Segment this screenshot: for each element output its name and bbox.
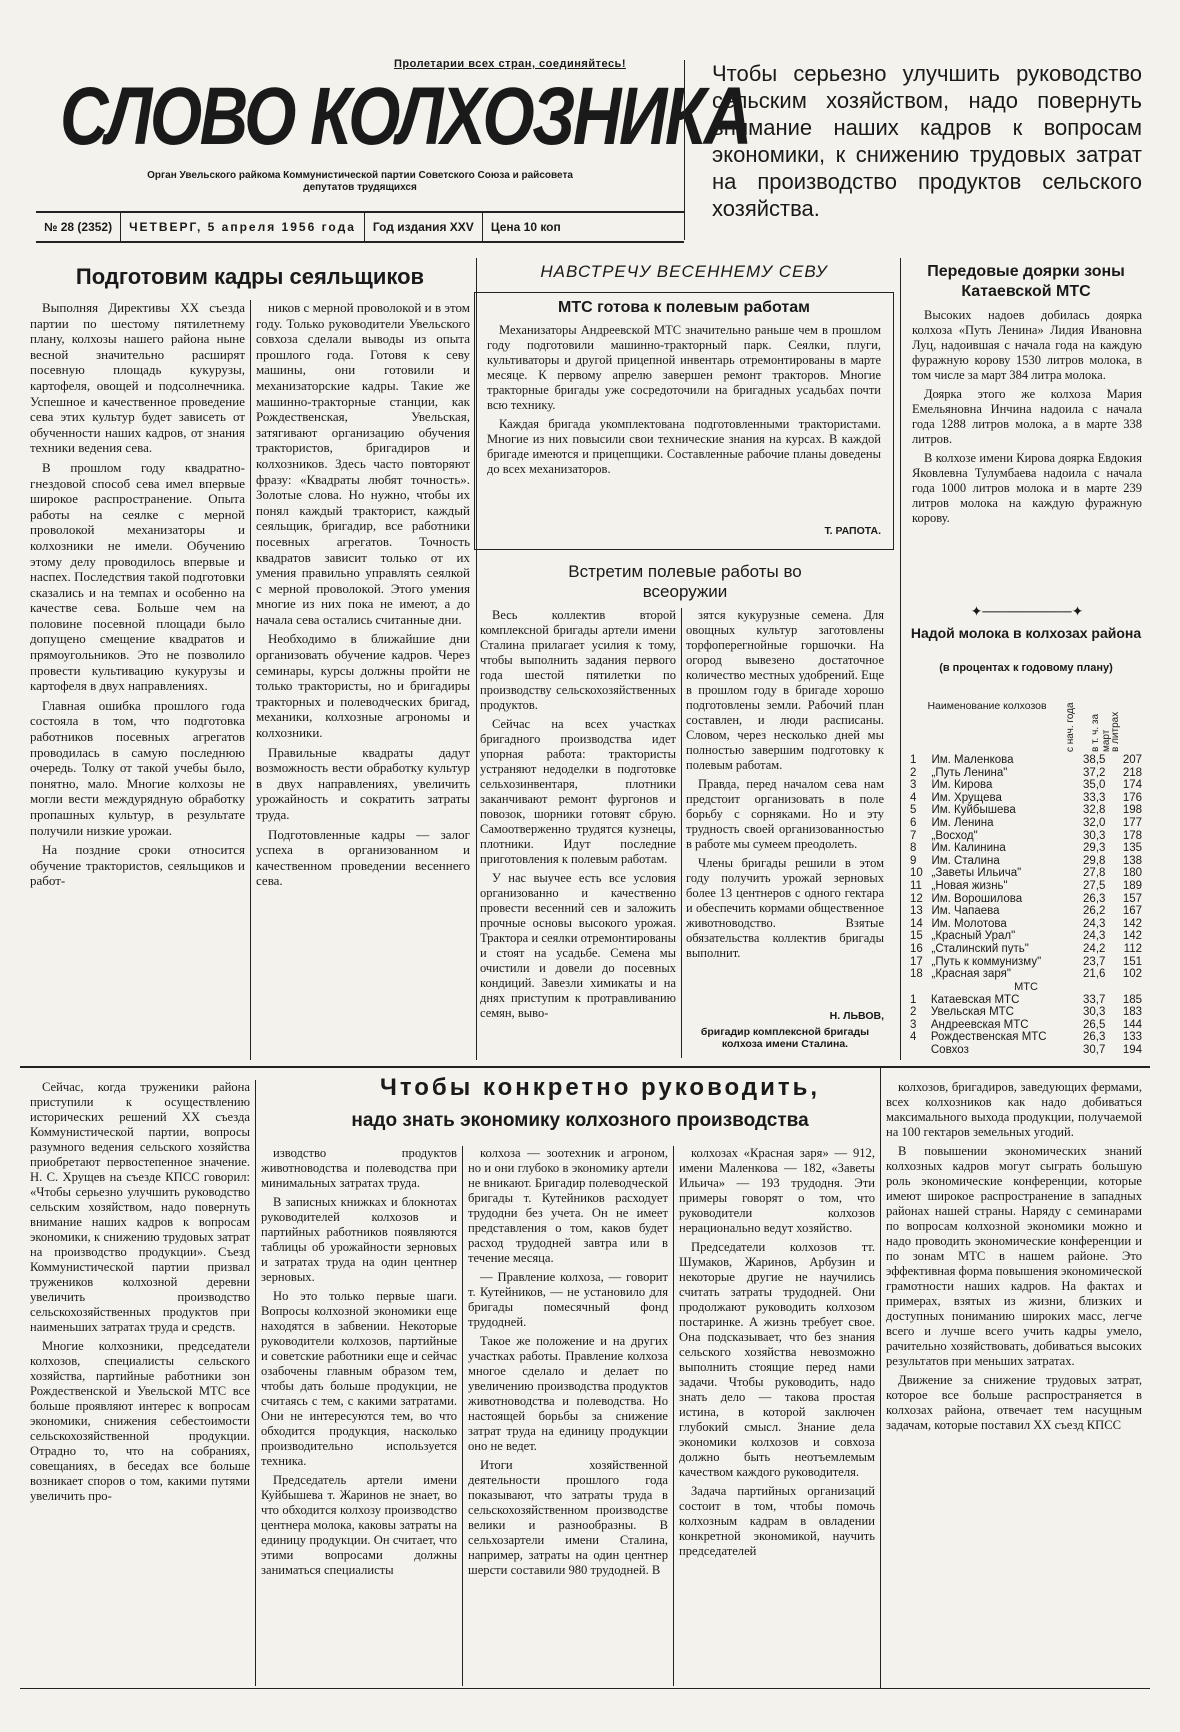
farm-name: Им. Кирова <box>931 779 993 792</box>
litres-value: 177 <box>1122 816 1142 829</box>
paragraph: У нас выучее есть все условия организованно и качественно провести весенний сев и заложить прочные основы высокого урожая. Трактора и сеялки отремонтированы и стоят на усадьбе. Семена мы очистили и довели до посевных кондиций. Завезли химикаты и на днях приступим к протравливанию семян, выво- <box>480 871 676 1020</box>
row-number: 6 <box>910 816 917 829</box>
masthead-subtitle: Орган Увельского райкома Коммунистической партии Советского Союза и райсовета депутатов трудящихся <box>147 170 573 193</box>
percent-value: 30,3 <box>1083 1006 1106 1019</box>
row-number: 2 <box>910 766 917 779</box>
masthead-motto: Пролетарии всех стран, соединяйтесь! <box>394 58 626 70</box>
litres-value: 142 <box>1122 917 1142 930</box>
percent-value: 27,8 <box>1083 867 1106 880</box>
milk-table <box>908 754 1144 1057</box>
section-rule <box>900 258 901 1060</box>
row-number: 4 <box>910 1031 917 1044</box>
percent-value: 35,0 <box>1083 779 1106 792</box>
litres-value: 183 <box>1122 1006 1142 1019</box>
table-row <box>908 767 1144 780</box>
farm-name: Им. Сталина <box>931 854 1000 867</box>
percent-value: 23,7 <box>1083 955 1106 968</box>
paragraph: Председатель артели имени Куйбышева т. Жаринов не знает, во что обходится колхозу производство центнера молока, каковы затраты на единицу продукции. Он считает, что этими вопросами должны заниматься специалисты <box>261 1473 457 1577</box>
column-rule <box>255 1080 256 1686</box>
table-row <box>908 1044 1144 1057</box>
box-headline: МТС готова к полевым работам <box>558 299 810 316</box>
litres-value: 176 <box>1122 791 1142 804</box>
column-rule <box>250 300 251 1060</box>
litres-value: 167 <box>1122 905 1142 918</box>
litres-value: 151 <box>1122 955 1142 968</box>
farm-name: Им. Ворошилова <box>931 892 1023 905</box>
table-group-label: МТС <box>1014 980 1038 993</box>
farm-name: „Новая жизнь" <box>931 879 1008 892</box>
paragraph: Итоги хозяйственной деятельности прошлого года показывают, что затраты труда в сельскохозяйственном производстве велики и разнообразны. В сельхозартели имени Сталина, например, затраты на один центнер шерсти составили 980 трудодней. В <box>468 1458 668 1577</box>
table-subtitle: (в процентах к годовому плану) <box>939 662 1113 674</box>
percent-value: 26,3 <box>1083 1031 1106 1044</box>
paragraph: В повышении экономических знаний колхозных кадров могут сыграть большую роль экономические конференции, которые имеют широкое распространение в западных районах нашей страны. Наряду с семинарами по вопросам колхозной экономики можно и надо проводить экономические конференции и по зонам МТС в нашем районе. Это эффективная форма повышения экономической грамотности наших кадров. На фактах и примерах, взятых из жизни, близких и доступных пониманию широких масс, легче всего и лучше всего учить кадры умело, рачительно хозяйствовать, добиваться высоких результатов при меньших затратах. <box>886 1144 1142 1368</box>
percent-value: 26,5 <box>1083 1018 1106 1031</box>
issue-number: № 28 (2352) <box>36 213 121 241</box>
table-row <box>908 855 1144 868</box>
paragraph: колхоза — зоотехник и агроном, но и они глубоко в экономику артели не вникают. Бригадир полеводческой бригады т. Кутейников расходует трудодни без учета. Он не имеет представления о том, каков будет расход трудодней завтра или в течение месяца. <box>468 1146 668 1265</box>
row-number: 5 <box>910 804 917 817</box>
table-row <box>908 867 1144 880</box>
newspaper-title: СЛОВО КОЛХОЗНИКА <box>60 71 750 162</box>
paragraph: Высоких надоев добилась доярка колхоза «Путь Ленина» Лидия Ивановна Луц, надоившая с начала года на каждую фуражную корову 1530 литров молока, в том числе за март 384 литра молока. <box>912 308 1142 382</box>
paragraph: Многие колхозники, председатели колхозов, специалисты сельского хозяйства, партийные работники зон Рождественской и Увельской МТС все больше проявляют интерес к вопросам экономики, снижения себестоимости сельскохозяйственной продукции. Отрадно то, что на собраниях, совещаниях, в беседах все больше возникает споров о том, какими путями увеличить про- <box>30 1339 250 1503</box>
row-number: 2 <box>910 1006 917 1019</box>
paragraph: Каждая бригада укомплектована подготовленными трактористами. Многие из них повысили свои технические знания на курсах. В каждой бригаде имеются и прицепщики. Составленные рабочие планы доведены до всех механизаторов. <box>487 417 881 476</box>
paragraph: колхозов, бригадиров, заведующих фермами, всех колхозников как надо добиваться максимального выхода продукции, получаемой на 100 гектаров земельных угодий. <box>886 1080 1142 1139</box>
percent-value: 33,7 <box>1083 993 1106 1006</box>
litres-value: 198 <box>1122 804 1142 817</box>
paragraph: Весь коллектив второй комплексной бригады артели имени Сталина прилагает усилия к тому, чтобы выполнить задания первого года шестой пятилетки по производству сельскохозяйственных продуктов. <box>480 608 676 712</box>
farm-name: „Красный Урал" <box>931 930 1016 943</box>
table-row <box>908 880 1144 893</box>
column-rule <box>673 1146 674 1686</box>
table-row <box>908 893 1144 906</box>
percent-value: 30,7 <box>1083 1044 1106 1057</box>
article-subheadline: надо знать экономику колхозного производства <box>351 1110 809 1131</box>
paragraph: ников с мерной проволокой и в этом году. Только руководители Увельского совхоза сделали выводы из опыта прошлого года. Готовя к севу машины, они готовили и механизаторские кадры. Такие же машинно-тракторные станции, как Рождественская, Увельская, затягивают организацию обучения трактористов, бригадиров и колхозников. Здесь часто повторяют фразу: «Квадраты любят точность». Золотые слова. Но нужно, чтобы их понял каждый тракторист, каждый сеяльщик, бригадир, все работники посевных агрегатов. Точность квадратов зависит только от их умения правильно управлять сеялкой с мерной проволокой. Этого умения многие из них пока не имеют, а до начала сева остались считанные дни. <box>256 300 470 627</box>
litres-value: 138 <box>1122 854 1142 867</box>
table-column-header: в т. ч. за март <box>1090 713 1112 752</box>
article-column <box>256 300 470 1060</box>
paragraph: Необходимо в ближайшие дни организовать обучение кадров. Через семинары, курсы должны пройти не только трактористы, но и бригадиры тракторных и полеводческих бригад, механики, колхозные агрономы и колхозники. <box>256 631 470 741</box>
row-number: 1 <box>910 993 917 1006</box>
farm-name: Им. Калинина <box>931 842 1006 855</box>
farm-name: Рождественская МТС <box>930 1031 1047 1044</box>
table-row <box>908 943 1144 956</box>
issue-bar <box>36 211 684 243</box>
paragraph: На поздние сроки относится обучение трактористов, сеяльщиков и работ- <box>30 842 245 889</box>
farm-name: „Восход" <box>931 829 978 842</box>
litres-value: 174 <box>1122 779 1142 792</box>
issue-year: Год издания XXV <box>365 213 483 241</box>
row-number <box>908 1044 929 1057</box>
table-row <box>908 754 1144 767</box>
farm-name: Катаевская МТС <box>930 993 1020 1006</box>
paragraph: колхозах «Красная заря» — 912, имени Маленкова — 182, «Заветы Ильича» — 193 трудодня. Эти примеры говорят о том, что руководители колхозов нерационально ведут хозяйство. <box>679 1146 875 1235</box>
row-number: 12 <box>910 892 923 905</box>
farm-name: Им. Чапаева <box>931 905 1000 918</box>
paragraph: Правда, перед началом сева нам предстоит организовать в поле борьбу с сорняками. Но и эту трудность своей организованностью в работе мы сумеем преодолеть. <box>686 777 884 851</box>
signature-name: Н. ЛЬВОВ, <box>829 1010 884 1022</box>
paragraph: Такое же положение и на других участках работы. Правление колхоза многое сделало и делает по увеличению производства продуктов животноводства и полеводства. Но настоящей борьбы за снижение затрат труда на единицу продукции оно не ведет. <box>468 1334 668 1453</box>
column-rule <box>462 1146 463 1686</box>
table-row <box>908 968 1144 981</box>
table-row <box>908 956 1144 969</box>
article-column <box>468 1146 668 1676</box>
litres-value: 144 <box>1122 1018 1142 1031</box>
article-column <box>912 308 1142 604</box>
table-row <box>908 905 1144 918</box>
row-number: 17 <box>910 955 923 968</box>
article-column <box>30 300 245 1060</box>
column-rule <box>880 1068 881 1688</box>
article-headline: Подготовим кадры сеяльщиков <box>75 264 425 289</box>
column-rule <box>681 608 682 1058</box>
table-row <box>908 994 1144 1007</box>
table-row <box>908 830 1144 843</box>
article-column <box>30 1080 250 1676</box>
farm-name: Им. Маленкова <box>931 754 1014 766</box>
percent-value: 21,6 <box>1083 968 1106 981</box>
litres-value: 142 <box>1122 930 1142 943</box>
row-number: 11 <box>910 879 922 892</box>
table-row <box>908 1031 1144 1044</box>
paragraph: зятся кукурузные семена. Для овощных культур заготовлены торфоперегнойные горшочки. На огород вывезено достаточное количество местных удобрений. Еще в прошлом году в бригаде хорошо подготовлены земли. Рабочий план составлен, и люди расписаны. Словом, через несколько дней мы полностью завершим подготовку к полевым работам. <box>686 608 884 772</box>
percent-value: 29,3 <box>1083 842 1106 855</box>
row-number: 18 <box>910 968 923 981</box>
farm-name: „Путь Ленина" <box>931 766 1008 779</box>
row-number: 3 <box>910 1018 917 1031</box>
litres-value: 102 <box>1122 968 1142 981</box>
article-column <box>679 1146 875 1676</box>
paragraph: Но это только первые шаги. Вопросы колхозной экономики еще находятся в забвении. Некоторые руководители колхозов, партийные и советские работники еще и сейчас озабочены главным образом тем, чтобы дать больше продукции, не считаясь с тем, с какими затратами. Они не интересуются тем, во что обходится продукция, насколько производительно используется техника. <box>261 1289 457 1468</box>
litres-value: 207 <box>1122 754 1142 766</box>
paragraph: — Правление колхоза, — говорит т. Кутейников, — не установило для бригады помесячный фонд трудодней. <box>468 1270 668 1329</box>
litres-value: 178 <box>1122 829 1142 842</box>
litres-value: 189 <box>1122 879 1142 892</box>
percent-value: 24,3 <box>1083 930 1106 943</box>
percent-value: 30,3 <box>1083 829 1106 842</box>
paragraph: Члены бригады решили в этом году получить урожай зерновых более 13 центнеров с одного гектара и обеспечить кормами общественное животноводство. Взятые обязательства коллектив бригады выполнит. <box>686 856 884 960</box>
table-column-header: Наименование колхозов <box>927 700 1047 712</box>
row-number: 4 <box>910 791 917 804</box>
farm-name: Андреевская МТС <box>930 1018 1029 1031</box>
paragraph: В записных книжках и блокнотах руководителей колхозов и партийных работников появляются таблицы об урожайности зерновых и затратах труда на один центнер зерновых. <box>261 1195 457 1284</box>
article-column <box>886 1080 1142 1676</box>
row-number: 16 <box>910 942 923 955</box>
paragraph: Сейчас, когда труженики района приступили к осуществлению исторических решений XX съезда Коммунистической партии, вопросы разумного ведения сельского хозяйства приобретают первостепенное значение. Н. С. Хрущев на съезде КПСС говорил: «Чтобы серьезно улучшить руководство сельским хозяйством, надо повернуть внимание наших кадров к вопросам экономики, к снижению трудовых затрат на производство продукции». Съезд Коммунистической партии призвал тружеников колхозной деревни увеличить производство сельскохозяйственных продуктов при наименьших затратах труда и средств. <box>30 1080 250 1334</box>
percent-value: 26,3 <box>1083 892 1106 905</box>
paragraph: Правильные квадраты дадут возможность вести обработку культур в двух направлениях, увеличить урожайность и сократить затраты труда. <box>256 744 470 822</box>
farm-name: Им. Ленина <box>931 816 994 829</box>
row-number: 13 <box>910 905 923 918</box>
litres-value: 185 <box>1122 993 1142 1006</box>
table-column-header: с нач. года <box>1065 702 1076 752</box>
percent-value: 32,0 <box>1083 816 1106 829</box>
section-rubric: НАВСТРЕЧУ ВЕСЕННЕМУ СЕВУ <box>540 262 828 281</box>
table-column-header: в литрах <box>1110 711 1121 752</box>
row-number: 3 <box>910 779 917 792</box>
masthead-quote: Чтобы серьезно улучшить руководство сельским хозяйством, надо повернуть внимание наших кадров к вопросам экономики, к снижению трудовых затрат на производство продуктов сельского хозяйства. <box>712 61 1142 221</box>
table-row <box>908 817 1144 830</box>
article-headline: Чтобы конкретно руководить, <box>379 1074 821 1101</box>
article-column <box>261 1146 457 1676</box>
table-row <box>908 930 1144 943</box>
row-number: 9 <box>910 854 917 867</box>
farm-name: Им. Хрущева <box>931 791 1002 804</box>
masthead-divider <box>684 60 685 240</box>
issue-date: ЧЕТВЕРГ, 5 апреля 1956 года <box>121 213 365 241</box>
table-row <box>908 779 1144 792</box>
percent-value: 24,2 <box>1083 942 1106 955</box>
percent-value: 33,3 <box>1083 791 1106 804</box>
litres-value: 135 <box>1122 842 1142 855</box>
paragraph: В прошлом году квадратно-гнездовой способ сева имел впервые широкое распространение. Опыта работы на сеялке с мерной проволокой механизаторы и колхозники не имели. Обучению этому делу проводилось впервые и наспех. Последствия такой подготовки сказались и на темпах и особенно на качестве сева. Больше чем на половине посевной площади было допущено смещение квадратов и прямоугольников. Это не позволило провести культивацию кукурузы и картофеля в двух направлениях. <box>30 459 245 694</box>
litres-value: 194 <box>1122 1044 1142 1057</box>
farm-name: „Путь к коммунизму" <box>931 955 1042 968</box>
news-box <box>474 292 894 550</box>
box-body <box>487 323 881 523</box>
article-headline: Встретим полевые работы во всеоружии <box>568 562 802 601</box>
row-number: 1 <box>910 754 917 766</box>
farm-name: Им. Молотова <box>931 917 1007 930</box>
ornament-divider: ✦─────────✦ <box>970 605 1084 620</box>
bottom-rule <box>20 1688 1150 1689</box>
table-row <box>908 918 1144 931</box>
litres-value: 112 <box>1123 942 1142 955</box>
paragraph: В колхозе имени Кирова доярка Евдокия Яковлевна Тулумбаева надоила с начала года 1000 литров молока и в марте 239 литров молока на каждую фуражную корову. <box>912 451 1142 525</box>
box-signature: Т. РАПОТА. <box>824 525 881 537</box>
farm-name: „Красная заря" <box>931 968 1011 981</box>
paragraph: Подготовленные кадры — залог успеха в организованном и качественном проведении весеннего сева. <box>256 826 470 889</box>
row-number: 15 <box>910 930 923 943</box>
table-row <box>908 804 1144 817</box>
litres-value: 218 <box>1122 766 1142 779</box>
paragraph: Председатели колхозов тт. Шумаков, Жаринов, Арбузин и некоторые другие не научились считать затраты трудодней. Они продолжают руководить колхозом постаринке. А жизнь требует свое. Она подсказывает, что без знания сельского хозяйства невозможно выполнить стоящие перед нами задачи. Чтобы руководить, надо знать дело — такова простая истина, в которой заключен глубокий смысл. Знание дела экономики колхозов и совхоза должно быть неотъемлемым качеством каждого руководителя. <box>679 1240 875 1479</box>
paragraph: Доярка этого же колхоза Мария Емельяновна Инчина надоила с начала года 1288 литров молока, а в марте 338 литров. <box>912 387 1142 446</box>
paragraph: Выполняя Директивы XX съезда партии по шестому пятилетнему плану, колхозы нашего района ныне весной значительно расширят посевную площадь кукурузы, картофеля, овощей и подсолнечника. Успешное и качественное проведение сева этих культур будет зависеть от обученности наших кадров, от знания техники ведения сева. <box>30 300 245 456</box>
table-row <box>908 1006 1144 1019</box>
paragraph: Главная ошибка прошлого года состояла в том, что подготовка работников посевных агрегатов проводилась в самую последнюю очередь. Толку от такой учебы было, понятно, мало. Многие колхозы не могли вести междурядную обработку пропашных культур, в результате получили низкие урожаи. <box>30 697 245 838</box>
farm-name: Увельская МТС <box>930 1006 1014 1019</box>
percent-value: 37,2 <box>1083 766 1106 779</box>
table-row <box>908 1019 1144 1032</box>
litres-value: 157 <box>1122 892 1142 905</box>
mts-table-body <box>908 994 1144 1057</box>
row-number: 7 <box>910 829 917 842</box>
paragraph: Механизаторы Андреевской МТС значительно раньше чем в прошлом году подготовили машинно-тракторный парк. Сеялки, плуги, культиваторы и другой прицепной инвентарь отремонтированы в марте месяце. К первому апрелю завершен ремонт тракторов. Многие тракторные бригады уже сосредоточили на бригадных усадьбах почти всю технику. <box>487 323 881 412</box>
table-row <box>908 842 1144 855</box>
row-number: 10 <box>910 867 923 880</box>
table-row <box>908 792 1144 805</box>
issue-price: Цена 10 коп <box>490 220 561 234</box>
paragraph: изводство продуктов животноводства и полеводства при минимальных затратах труда. <box>261 1146 457 1190</box>
percent-value: 26,2 <box>1083 905 1106 918</box>
farm-name: Совхоз <box>930 1044 969 1057</box>
litres-value: 180 <box>1122 867 1142 880</box>
table-title: Надой молока в колхозах района <box>910 625 1142 641</box>
percent-value: 27,5 <box>1083 879 1106 892</box>
paragraph: Задача партийных организаций состоит в том, чтобы помочь колхозным кадрам в овладении конкретной экономикой, научить председателей <box>679 1484 875 1558</box>
signature-role: бригадир комплексной бригады колхоза имени Сталина. <box>700 1026 870 1050</box>
percent-value: 24,3 <box>1083 917 1106 930</box>
section-rule <box>20 1066 1150 1068</box>
farm-name: Им. Куйбышева <box>931 804 1016 817</box>
article-column <box>480 608 676 1058</box>
percent-value: 32,8 <box>1083 804 1106 817</box>
paragraph: Сейчас на всех участках бригадного производства идет упорная работа: трактористы устраняют недоделки в подготовке сельхозинвентаря, плотники заканчивают ремонт фургонов и повозок, шорники готовят сбрую. Самоотверженно трудятся кузнецы, плотники. Идут последние приготовления к полевым работам. <box>480 717 676 866</box>
milk-table-body <box>908 754 1144 981</box>
article-column <box>686 608 884 998</box>
article-headline: Передовые доярки зоны Катаевской МТС <box>927 263 1125 300</box>
farm-name: „Сталинский путь" <box>931 942 1029 955</box>
percent-value: 29,8 <box>1083 854 1106 867</box>
litres-value: 133 <box>1122 1031 1142 1044</box>
farm-name: „Заветы Ильича" <box>931 867 1022 880</box>
paragraph: Движение за снижение трудовых затрат, которое все больше распространяется в колхозах района, отвечает тем насущным задачам, которые поставил XX съезд КПСС <box>886 1373 1142 1432</box>
row-number: 8 <box>910 842 917 855</box>
percent-value: 38,5 <box>1083 754 1106 766</box>
row-number: 14 <box>910 917 923 930</box>
